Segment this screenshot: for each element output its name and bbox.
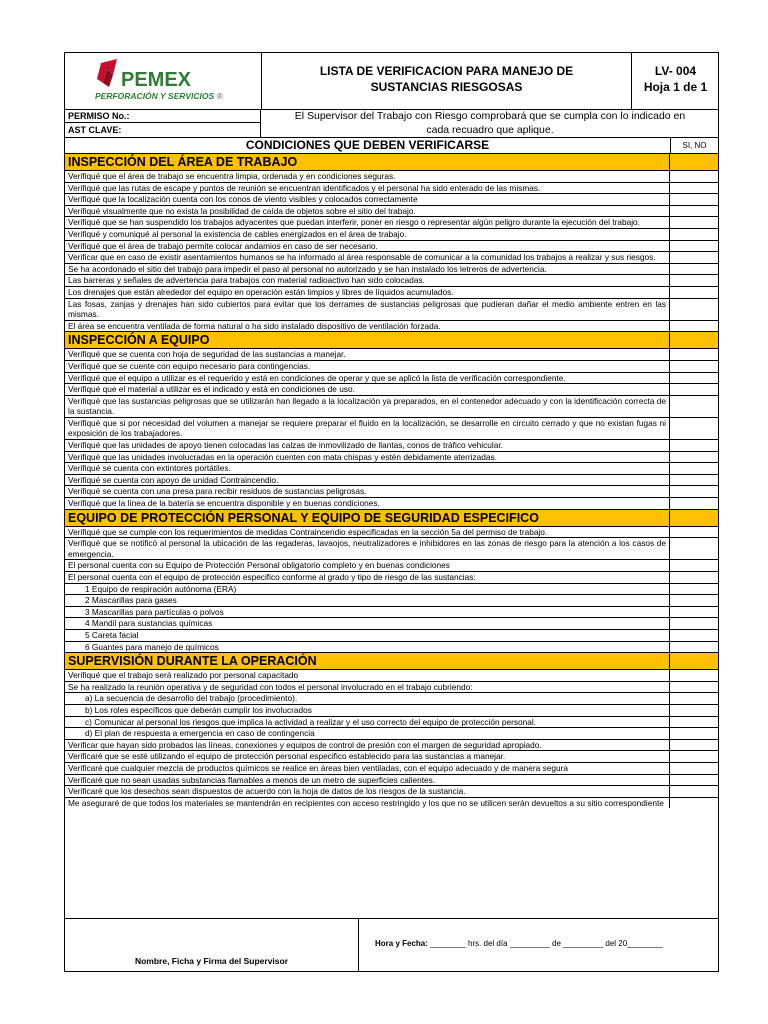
checklist-row[interactable]	[65, 182, 718, 194]
brand-name: PEMEX	[121, 69, 192, 91]
checklist-table	[65, 153, 718, 808]
checklist-item-text: El personal cuenta con su Equipo de Protección Personal obligatorio completo y en buenas condiciones	[65, 560, 670, 571]
checklist-item-text: Las fosas, zanjas y drenajes han sido cubiertos para evitar que los derrames de sustancias peligrosas que pudieran dañar el medio ambiente entren en las mismas.	[65, 299, 670, 320]
checklist-row[interactable]	[65, 704, 718, 716]
checklist-item-text: Me aseguraré de que todos los materiales se mantendrán en recipientes con acceso restringido y los que no se utilicen serán devueltos a su sitio correspondiente	[65, 798, 670, 809]
checklist-item-text: 5 Careta facial	[65, 630, 670, 641]
checklist-item-text: Verificaré que los desechos sean dispuestos de acuerdo con la hoja de datos de los riesgos de la sustancia.	[65, 786, 670, 797]
checklist-row[interactable]	[65, 594, 718, 606]
checklist-item-text: b) Los roles específicos que deberán cumplir los involucrados	[65, 705, 670, 716]
checklist-item-text: Verificaré que se esté utilizando el equipo de protección personal especifico establecido para las sustancias a manejar.	[65, 751, 670, 762]
checklist-item-text: 6 Guantes para manejo de químicos	[65, 642, 670, 653]
checklist-row[interactable]	[65, 629, 718, 641]
checklist-row[interactable]	[65, 762, 718, 774]
checklist-row[interactable]	[65, 170, 718, 182]
checklist-item-text: 2 Mascarillas para gases	[65, 595, 670, 606]
section-title: EQUIPO DE PROTECCIÓN PERSONAL Y EQUIPO DE SEGURIDAD ESPECIFICO	[65, 510, 670, 526]
checklist-row[interactable]	[65, 716, 718, 728]
checklist-item-text: Verifiqué que se cumple con los requerimientos de medidas Contraincendio especificadas en la sección 5a del permiso de trabajo.	[65, 527, 670, 538]
checklist-row[interactable]	[65, 774, 718, 786]
checklist-item-text: Verifiqué que si por necesidad del volumen a manejar se requiere preparar el fluido en la localización, se desarrolle en circuito cerrado y que no existan fugas ni exposición de los trabajadores.	[65, 418, 670, 439]
checklist-item-text: Verifiqué se cuenta con apoyo de unidad Contraincendio.	[65, 475, 670, 486]
checklist-item-text: Se ha acordonado el sitio del trabajo para impedir el paso al personal no autorizado y se han instalado los letreros de advertencia.	[65, 264, 670, 275]
conditions-title: CONDICIONES QUE DEBEN VERIFICARSE	[65, 138, 671, 153]
checklist-row[interactable]	[65, 216, 718, 228]
checklist-item-text: Verifiqué que las sustancias peligrosas que se utilizarán han llegado a la localización ya preparados, en el contenedor adecuado y con la identificación correcta de la sustancia.	[65, 396, 670, 417]
checklist-item-text: Verifiqué que el equipo a utilizar es el requerido y está en condiciones de operar y que se aplicó la lista de verificación correspondiente.	[65, 373, 670, 384]
checklist-item-text: Verifiqué que la localización cuenta con los conos de viento visibles y colocados correctamente	[65, 194, 670, 205]
checklist-item-text: 3 Mascarillas para partículas o polvos	[65, 607, 670, 618]
checklist-row[interactable]	[65, 750, 718, 762]
instruction-text: El Supervisor del Trabajo con Riesgo comprobará que se cumpla con lo indicado en cada recuadro que aplique.	[294, 110, 686, 136]
checklist-row[interactable]	[65, 485, 718, 497]
checklist-row[interactable]	[65, 372, 718, 384]
checklist-row[interactable]	[65, 193, 718, 205]
checklist-row[interactable]	[65, 785, 718, 797]
checklist-item-text: Verifiqué que el material a utilizar es el indicado y está en condiciones de uso.	[65, 384, 670, 395]
checklist-row[interactable]	[65, 583, 718, 595]
checklist-row[interactable]	[65, 641, 718, 653]
checklist-item-text: Verifiqué que se cuenta con hoja de seguridad de las sustancias a manejar.	[65, 349, 670, 360]
meta-row	[65, 109, 718, 137]
checklist-item-text: Verificaré que no sean usadas substancias flamables a menos de un metro de superficies calientes.	[65, 775, 670, 786]
checklist-row[interactable]	[65, 395, 718, 417]
checklist-item-text: Verificar que en caso de existir asentamientos humanos se ha informado al área responsable de comunicar a la comunidad los trabajos a realizar y sus riesgos.	[65, 252, 670, 263]
checklist-item-text: Los drenajes que están alrededor del equipo en operación están limpios y libres de líquidos acumulados.	[65, 287, 670, 298]
division-name: PERFORACIÓN Y SERVICIOS ®	[95, 91, 223, 101]
checklist-row[interactable]	[65, 474, 718, 486]
checklist-item-text: Verifiqué que se cuente con equipo necesario para contingencias.	[65, 361, 670, 372]
checklist-item-text: Verifiqué y comuniqué al personal la existencia de cables energizados en el área de trabajo.	[65, 229, 670, 240]
checklist-row[interactable]	[65, 298, 718, 320]
checklist-item-text: Verifiqué que las rutas de escape y puntos de reunión se encuentran identificados y el personal ha sido enterado de las mismas.	[65, 183, 670, 194]
checklist-item-text: Se ha realizado la reunión operativa y de seguridad con todos el personal involucrado en el trabajo cubriendo:	[65, 682, 670, 693]
checklist-item-text: Verifiqué que las unidades de apoyo tienen colocadas las calzas de inmovilizado de llantas, conos de tráfico vehicular.	[65, 440, 670, 451]
checklist-item-text: Verifiqué que las unidades involucradas en la operación cuenten con mata chispas y estén debidamente aterrizadas.	[65, 452, 670, 463]
form-code: LV- 004 Hoja 1 de 1	[643, 64, 708, 94]
checklist-row[interactable]	[65, 526, 718, 538]
checklist-row[interactable]	[65, 497, 718, 509]
checklist-item-text: Verifiqué que el área de trabajo se encuentra limpia, ordenada y en condiciones seguras.	[65, 171, 670, 182]
date-field[interactable]	[375, 939, 663, 948]
checklist-row[interactable]	[65, 205, 718, 217]
checklist-item-text: c) Comunicar al personal los riesgos que implica la actividad a realizar y el uso correcto del equipo de protección personal.	[65, 717, 670, 728]
checklist-row[interactable]	[65, 320, 718, 332]
checklist-item-text: Verifiqué que la línea de la batería se encuentra disponible y en buenas condiciones.	[65, 498, 670, 509]
pemex-logo	[65, 53, 262, 109]
checklist-row[interactable]	[65, 537, 718, 559]
section-title: INSPECCIÓN A EQUIPO	[65, 332, 670, 348]
checklist-row[interactable]	[65, 681, 718, 693]
checklist-row[interactable]	[65, 439, 718, 451]
form-header	[65, 53, 718, 110]
checklist-item-text: Verifiqué se cuenta con extintores portátiles.	[65, 463, 670, 474]
checklist-row[interactable]	[65, 274, 718, 286]
checklist-row[interactable]	[65, 571, 718, 583]
checklist-row[interactable]	[65, 240, 718, 252]
checklist-row[interactable]	[65, 286, 718, 298]
section-title: SUPERVISIÓN DURANTE LA OPERACIÓN	[65, 653, 670, 669]
checklist-item-text: Verifiqué que se han suspendido los trabajos adyacentes que puedan interferir, poner en riesgo o representar algún peligro durante la ejecución del trabajo.	[65, 217, 670, 228]
checklist-item-text: Verificar que hayan sido probados las líneas, conexiones y equipos de control de presión con el margen de seguridad apropiado.	[65, 740, 670, 751]
signature-label: Nombre, Ficha y Firma del Supervisor	[134, 956, 289, 966]
checklist-row[interactable]	[65, 669, 718, 681]
checklist-row[interactable]	[65, 383, 718, 395]
checklist-row[interactable]	[65, 451, 718, 463]
checklist-row[interactable]	[65, 263, 718, 275]
section-header	[65, 153, 718, 170]
checklist-row[interactable]	[65, 617, 718, 629]
checklist-item-text: d) El plan de respuesta a emergencia en caso de contingencia	[65, 728, 670, 739]
section-header	[65, 331, 718, 348]
checklist-row[interactable]	[65, 462, 718, 474]
checklist-item-text: Verifiqué que se notificó al personal la ubicación de las regaderas, lavaojos, neutralizadores e inhibidores en las zonas de riesgo para la atención a los casos de emergencia.	[65, 538, 670, 559]
date-label: Hora y Fecha:	[375, 939, 428, 948]
checklist-item-text: Verifiqué se cuenta con una presa para recibir residuos de sustancias peligrosas.	[65, 486, 670, 497]
checklist-item-text: El personal cuenta con el equipo de protección especifico conforme al grado y tipo de riesgo de las sustancias:	[65, 572, 670, 583]
answer-header: SI, NO	[671, 137, 718, 170]
checklist-row[interactable]	[65, 417, 718, 439]
conditions-header	[65, 137, 718, 153]
checklist-form	[64, 52, 719, 972]
form-footer	[65, 918, 718, 972]
checklist-row[interactable]	[65, 348, 718, 360]
checklist-item-text: a) La secuencia de desarrollo del trabajo (procedimiento).	[65, 693, 670, 704]
checklist-item-text: Verifiqué que el trabajo será realizado por personal capacitado	[65, 670, 670, 681]
checklist-item-text: Verifiqué visualmente que no exista la posibilidad de caída de objetos sobre el sitio del trabajo.	[65, 206, 670, 217]
checklist-item-text: 4 Mandil para sustancias químicas	[65, 618, 670, 629]
checklist-item-text: Las barreras y señales de advertencia para trabajos con material radioactivo han sido colocadas.	[65, 275, 670, 286]
signature-box[interactable]	[65, 919, 359, 972]
checklist-item-text: 1 Equipo de respiración autónoma (ERA)	[65, 584, 670, 595]
checklist-row[interactable]	[65, 797, 718, 809]
section-header	[65, 509, 718, 526]
checklist-row[interactable]	[65, 228, 718, 240]
checklist-row[interactable]	[65, 739, 718, 751]
checklist-item-text: El área se encuentra ventilada de forma natural o ha sido instalado dispositivo de ventilación forzada.	[65, 321, 670, 332]
checklist-row[interactable]	[65, 606, 718, 618]
form-title: LISTA DE VERIFICACION PARA MANEJO DE SUSTANCIAS RIESGOSAS	[262, 53, 632, 109]
checklist-row[interactable]	[65, 692, 718, 704]
section-title: INSPECCIÓN DEL ÁREA DE TRABAJO	[65, 154, 670, 170]
date-blanks: ________ hrs. del día _________ de _________ del 20________	[427, 939, 663, 948]
permiso-field[interactable]: PERMISO No.:	[65, 109, 261, 123]
checklist-row[interactable]	[65, 360, 718, 372]
checklist-item-text: Verifiqué que el área de trabajo permite colocar andamios en caso de ser necesario.	[65, 241, 670, 252]
checklist-row[interactable]	[65, 251, 718, 263]
ast-field[interactable]: AST CLAVE:	[65, 123, 261, 137]
checklist-item-text: Verificaré que cualquier mezcla de productos químicos se realice en áreas bien ventiladas, con el equipo adecuado y de manera segura	[65, 763, 670, 774]
section-header	[65, 652, 718, 669]
checklist-row[interactable]	[65, 559, 718, 571]
checklist-row[interactable]	[65, 727, 718, 739]
